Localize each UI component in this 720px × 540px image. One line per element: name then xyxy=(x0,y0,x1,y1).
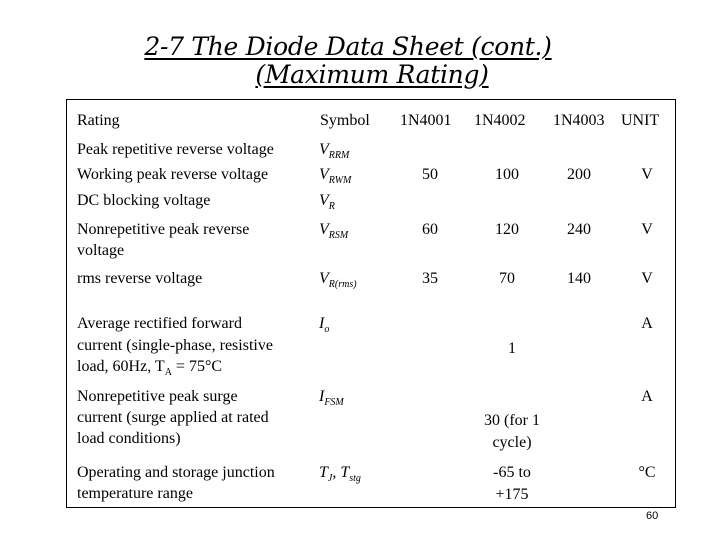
symbol: $V_{RRM}$ xyxy=(319,141,350,161)
symbol: $V_{R(rms)}$ xyxy=(319,270,357,290)
value-1n4002: 100 xyxy=(495,166,519,183)
symbol: $V_{RSM}$ xyxy=(319,221,349,241)
rating-text: Nonrepetitive peak surge xyxy=(77,388,238,405)
rating-text: Operating and storage junction xyxy=(77,464,275,481)
rating-text: rms reverse voltage xyxy=(77,270,203,287)
header-1n4002: 1N4002 xyxy=(474,112,526,129)
rating-text: current (surge applied at rated xyxy=(77,409,269,426)
common-value: 30 (for 1 xyxy=(484,412,540,429)
unit: °C xyxy=(638,464,656,481)
rating-text: load conditions) xyxy=(77,430,181,447)
rating-text: Working peak reverse voltage xyxy=(77,166,269,183)
unit: V xyxy=(641,166,653,183)
symbol: $T_J$, $T_{stg}$ xyxy=(319,464,361,484)
max-rating-table xyxy=(66,99,676,508)
rating-text: voltage xyxy=(77,242,125,259)
header-rating: Rating xyxy=(77,112,120,129)
unit: A xyxy=(641,388,653,405)
unit: V xyxy=(641,270,653,287)
symbol: $I_{FSM}$ xyxy=(319,388,344,408)
rating-text: Average rectified forward xyxy=(77,315,242,332)
common-value: +175 xyxy=(495,486,529,503)
value-1n4002: 120 xyxy=(495,221,519,238)
value-1n4003: 240 xyxy=(567,221,591,238)
rating-text: current (single-phase, resistive xyxy=(77,337,273,354)
value-1n4002: 70 xyxy=(499,270,515,287)
common-value: cycle) xyxy=(492,434,532,451)
symbol: $V_R$ xyxy=(319,192,335,212)
value-1n4001: 60 xyxy=(422,221,438,238)
common-value: -65 to xyxy=(493,464,531,481)
rating-text: load, 60Hz, $T_A = 75^\circ C$ xyxy=(77,358,223,378)
symbol: $V_{RWM}$ xyxy=(319,166,352,186)
slide-title: 2-7 The Diode Data Sheet (cont.) xyxy=(144,32,552,61)
slide-subtitle: (Maximum Rating) xyxy=(255,60,489,89)
unit: V xyxy=(641,221,653,238)
page-number: 60 xyxy=(646,510,659,522)
common-value: 1 xyxy=(508,340,516,357)
header-1n4001: 1N4001 xyxy=(400,112,452,129)
rating-text: DC blocking voltage xyxy=(77,192,211,209)
header-unit: UNIT xyxy=(621,112,660,129)
header-symbol: Symbol xyxy=(320,112,370,129)
rating-text: Peak repetitive reverse voltage xyxy=(77,141,274,158)
unit: A xyxy=(641,315,653,332)
rating-text: Nonrepetitive peak reverse xyxy=(77,221,250,238)
header-1n4003: 1N4003 xyxy=(553,112,605,129)
rating-text: temperature range xyxy=(77,485,193,502)
symbol: $I_o$ xyxy=(319,315,330,335)
value-1n4003: 140 xyxy=(567,270,591,287)
value-1n4001: 35 xyxy=(422,270,438,287)
value-1n4001: 50 xyxy=(422,166,438,183)
value-1n4003: 200 xyxy=(567,166,591,183)
